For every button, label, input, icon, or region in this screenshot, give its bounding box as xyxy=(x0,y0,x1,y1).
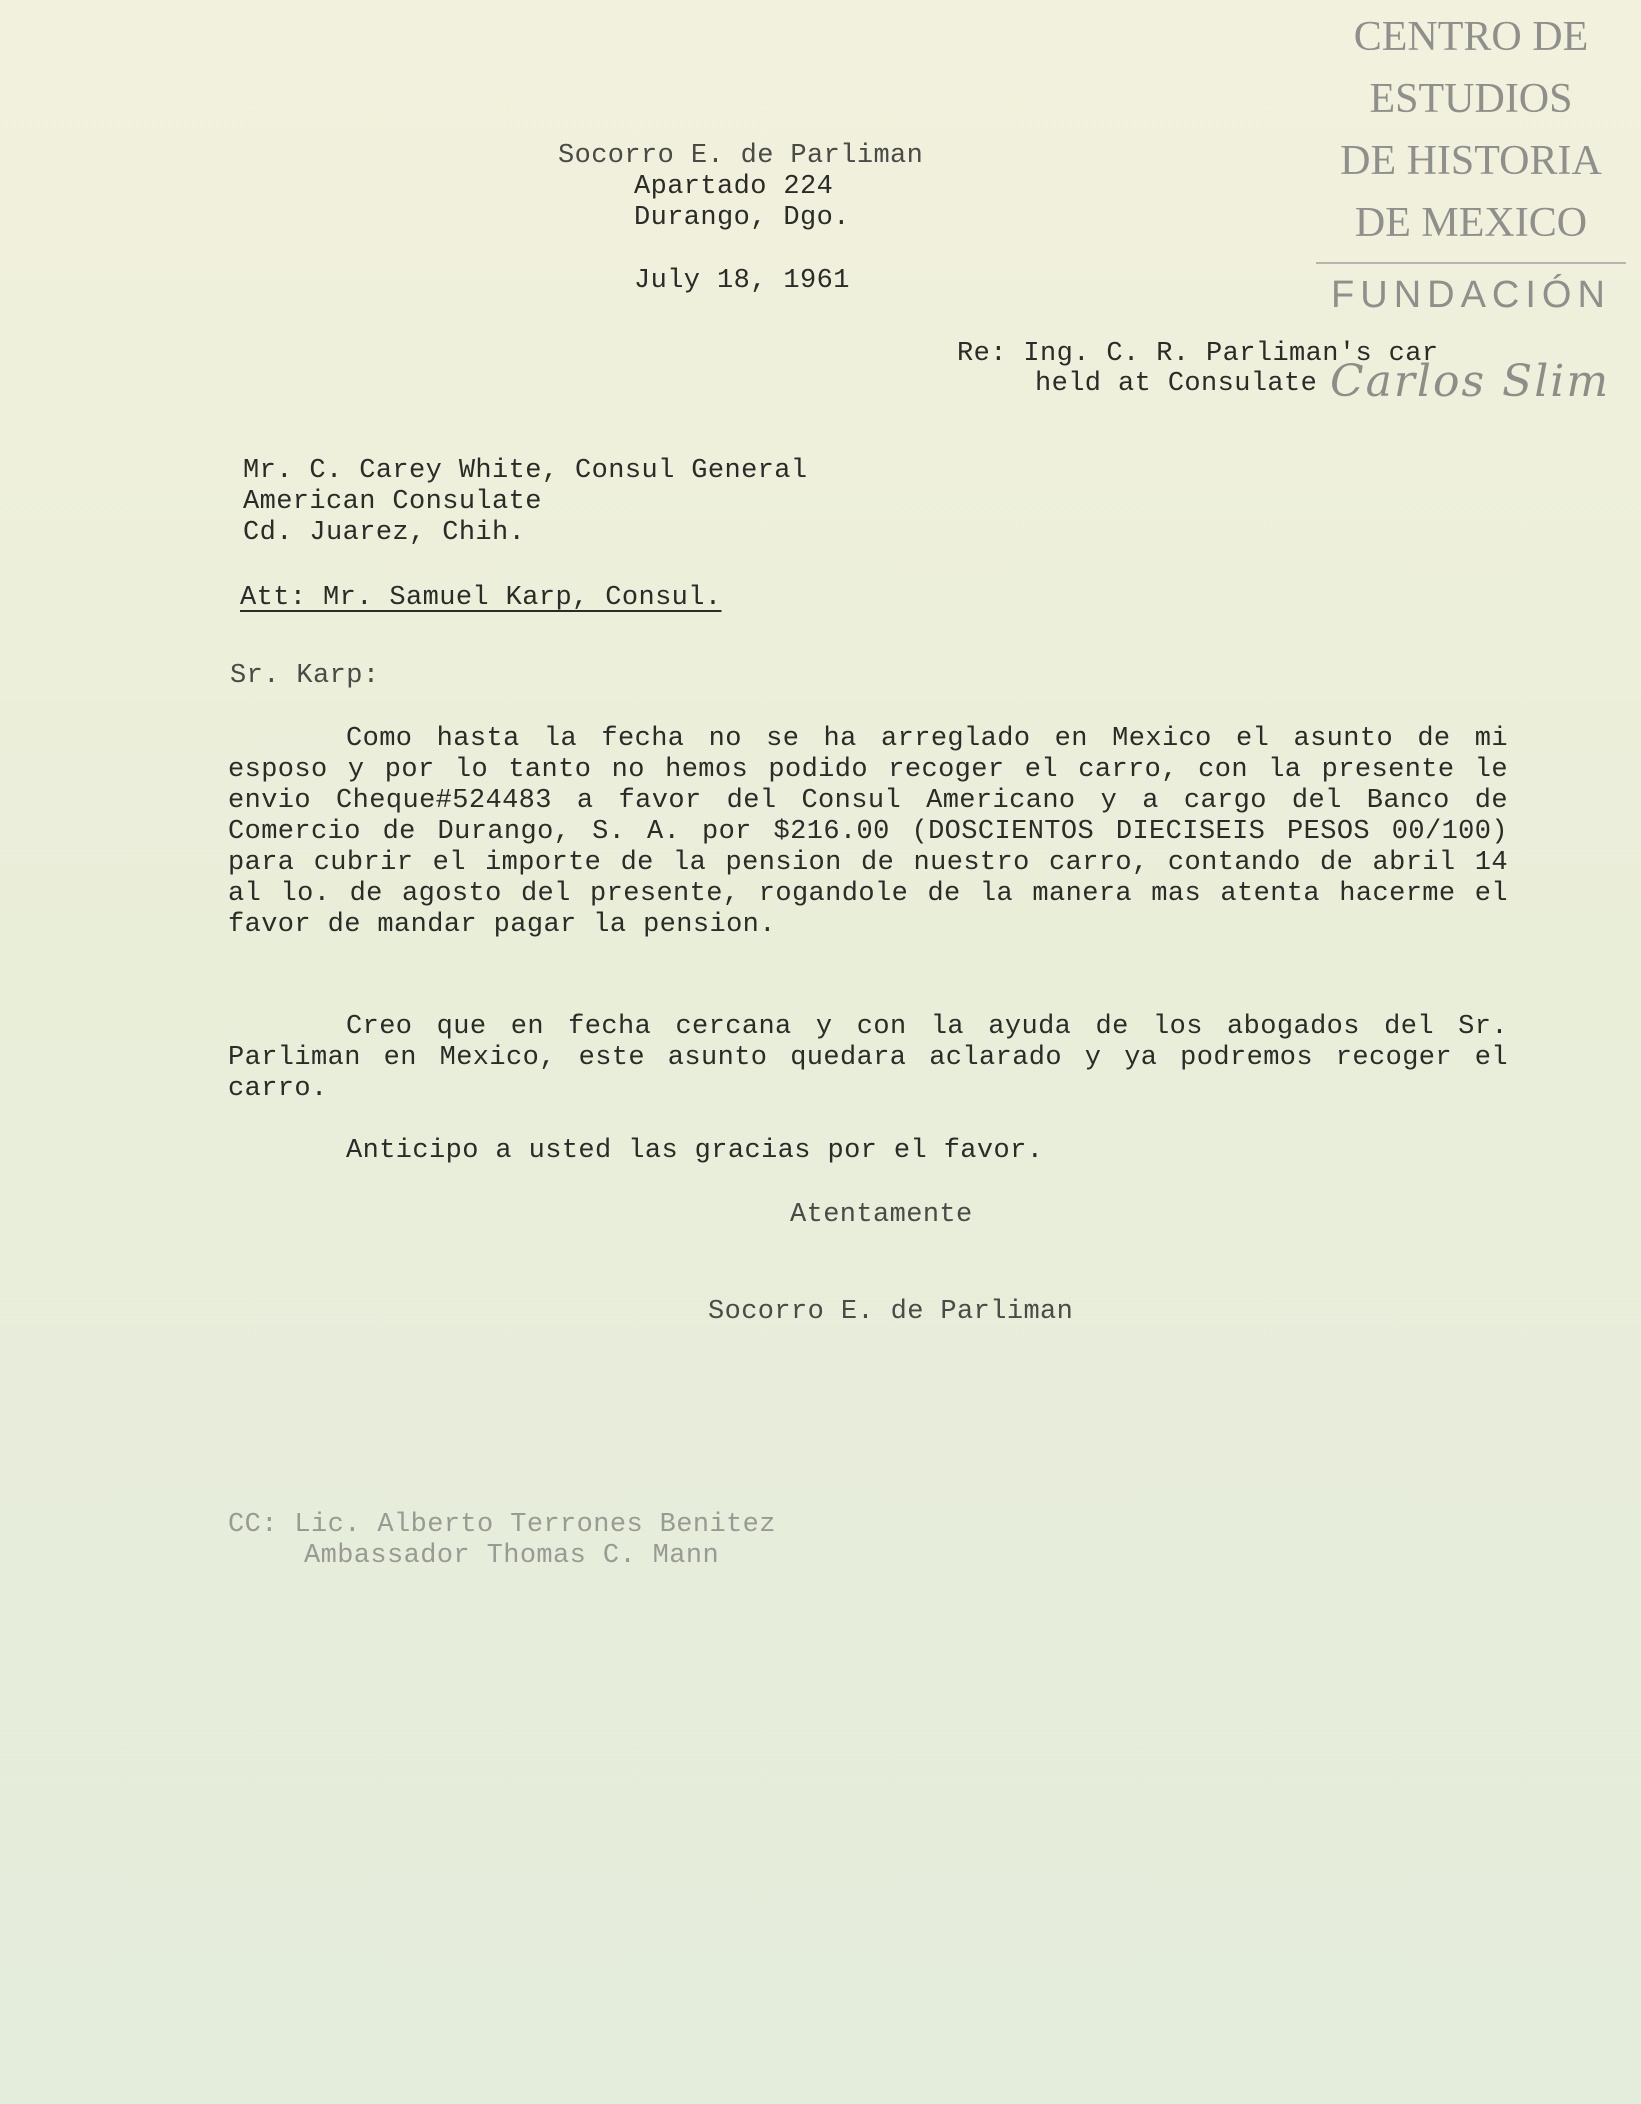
cc-line-1: CC: Lic. Alberto Terrones Benitez xyxy=(228,1510,776,1540)
sender-name: Socorro E. de Parliman xyxy=(558,141,924,171)
cc-line-2: Ambassador Thomas C. Mann xyxy=(304,1541,720,1571)
watermark-line-3: DE HISTORIA xyxy=(1340,138,1602,184)
sender-city: Durango, Dgo. xyxy=(634,203,850,233)
body-paragraph-2-block xyxy=(228,1012,1508,1105)
letter-date: July 18, 1961 xyxy=(634,266,850,296)
watermark-foundation: FUNDACIÓN xyxy=(1331,274,1611,316)
body-paragraph-3-block xyxy=(228,1136,1508,1167)
recipient-line-1: Mr. C. Carey White, Consul General xyxy=(243,456,808,486)
body-paragraph-3: Anticipo a usted las gracias por el favor. xyxy=(346,1136,1044,1166)
watermark-line-2: ESTUDIOS xyxy=(1369,76,1573,122)
signature-name: Socorro E. de Parliman xyxy=(708,1297,1074,1327)
watermark-line-1: CENTRO DE xyxy=(1353,14,1589,60)
watermark-signature: Carlos Slim xyxy=(1330,356,1611,407)
attention-line: Att: Mr. Samuel Karp, Consul. xyxy=(240,583,722,613)
sender-address: Apartado 224 xyxy=(634,172,834,202)
closing: Atentamente xyxy=(790,1200,973,1230)
recipient-line-2: American Consulate xyxy=(243,487,542,517)
reference-line-2: held at Consulate xyxy=(1035,369,1318,399)
body-paragraph-2: Creo que en fecha cercana y con la ayuda de los abogados del Sr. Parliman en Mexico, este asunto quedara aclarado y ya podremos recoger el carro. xyxy=(228,1012,1508,1104)
body-paragraph-1-block xyxy=(228,724,1508,941)
watermark-divider xyxy=(1316,262,1626,264)
body-paragraph-1: Como hasta la fecha no se ha arreglado en Mexico el asunto de mi esposo y por lo tanto no hemos podido recoger el carro, con la presente le envio Cheque#524483 a favor del Consul Americano y a cargo del Banco de Comercio de Durango, S. A. por $216.00 (DOSCIENTOS DIECISEIS PESOS 00/100) para cubrir el importe de la pension de nuestro carro, contando de abril 14 al lo. de agosto del presente, rogandole de la manera mas atenta hacerme el favor de mandar pagar la pension. xyxy=(228,724,1508,940)
recipient-line-3: Cd. Juarez, Chih. xyxy=(243,518,526,548)
reference-line-1: Re: Ing. C. R. Parliman's car xyxy=(957,339,1439,369)
archive-watermark xyxy=(1316,6,1626,317)
watermark-line-4: DE MEXICO xyxy=(1354,200,1588,246)
salutation: Sr. Karp: xyxy=(230,661,380,691)
